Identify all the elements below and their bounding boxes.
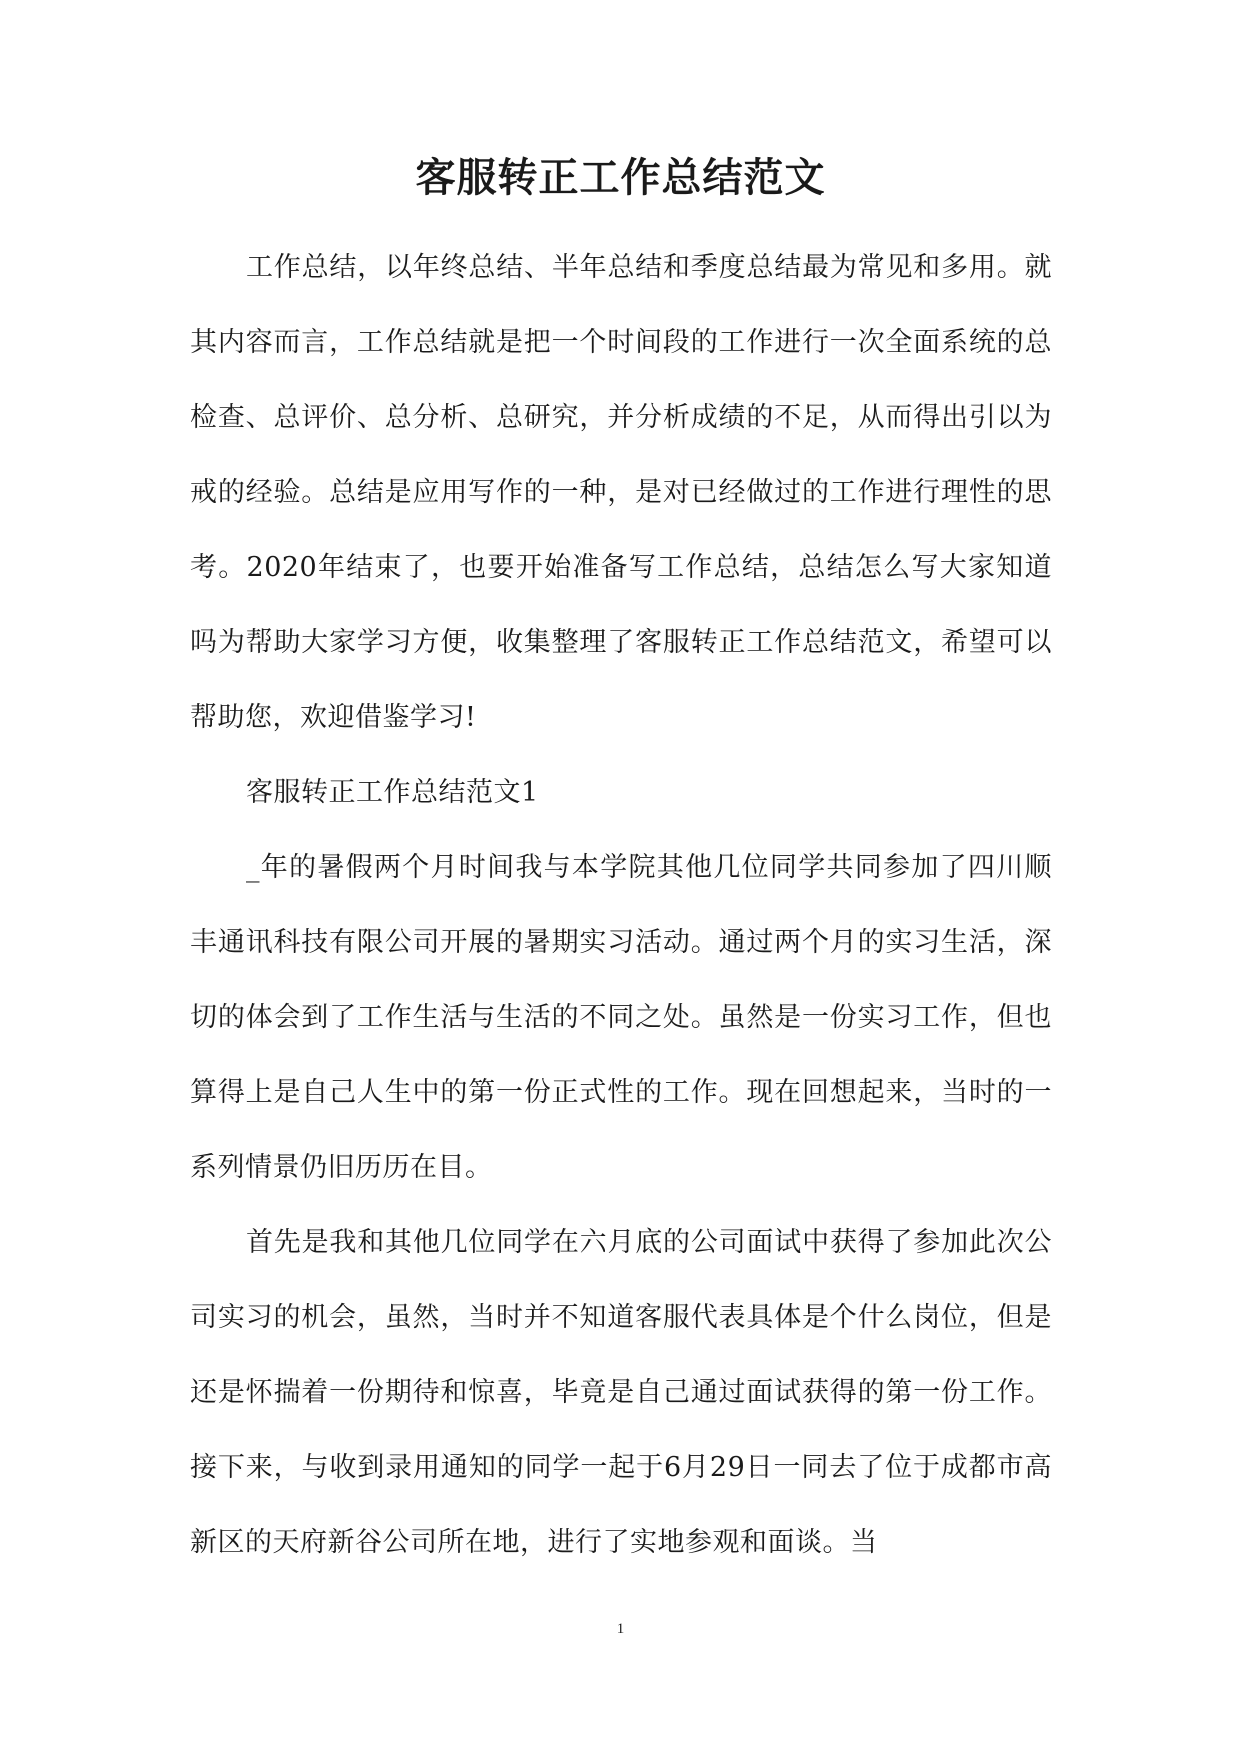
- document-body: [190, 230, 1052, 1580]
- paragraph-interview: 首先是我和其他几位同学在六月底的公司面试中获得了参加此次公司实习的机会，虽然，当时并不知道客服代表具体是个什么岗位，但是还是怀揣着一份期待和惊喜，毕竟是自己通过面试获得的第一份工作。接下来，与收到录用通知的同学一起于6月29日一同去了位于成都市高新区的天府新谷公司所在地，进行了实地参观和面谈。当: [190, 1227, 1052, 1558]
- page-number: 1: [616, 1621, 625, 1637]
- paragraph-internship: _年的暑假两个月时间我与本学院其他几位同学共同参加了四川顺丰通讯科技有限公司开展的暑期实习活动。通过两个月的实习生活，深切的体会到了工作生活与生活的不同之处。虽然是一份实习工作，但也算得上是自己人生中的第一份正式性的工作。现在回想起来，当时的一系列情景仍旧历历在目。: [190, 852, 1052, 1183]
- paragraph-intro: 工作总结，以年终总结、半年总结和季度总结最为常见和多用。就其内容而言，工作总结就是把一个时间段的工作进行一次全面系统的总检查、总评价、总分析、总研究，并分析成绩的不足，从而得出引以为戒的经验。总结是应用写作的一种，是对已经做过的工作进行理性的思考。2020年结束了，也要开始准备写工作总结，总结怎么写大家知道吗为帮助大家学习方便，收集整理了客服转正工作总结范文，希望可以帮助您，欢迎借鉴学习!: [190, 252, 1052, 733]
- section-heading: 客服转正工作总结范文1: [246, 777, 539, 808]
- document-title: 客服转正工作总结范文: [415, 154, 826, 201]
